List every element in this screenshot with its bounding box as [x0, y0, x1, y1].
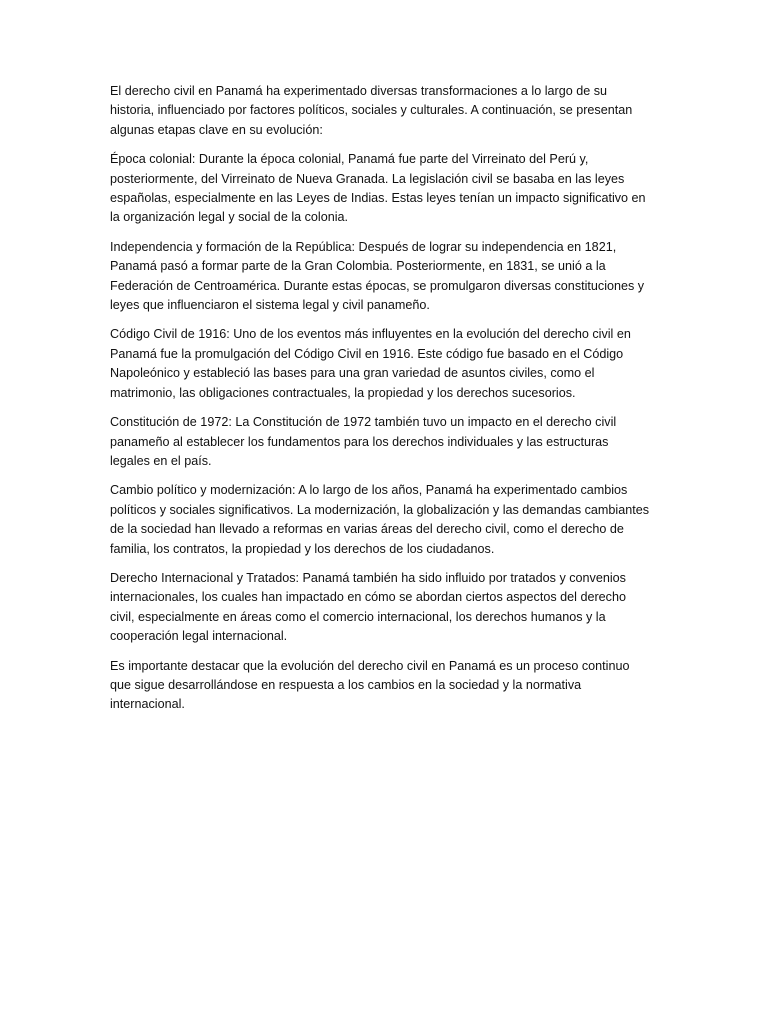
paragraph-constitucion-1972: Constitución de 1972: La Constitución de 1972 también tuvo un impacto en el derecho civil panameño al establecer los fundamentos para los derechos individuales y las estructuras legales en el país.	[110, 415, 617, 468]
paragraph-intro: El derecho civil en Panamá ha experimentado diversas transformaciones a lo largo de su historia, influenciado por factores políticos, sociales y culturales. A continuación, se presentan algunas etapas clave en su evolución:	[110, 84, 633, 137]
document-page	[110, 82, 660, 725]
paragraph-independencia: Independencia y formación de la República: Después de lograr su independencia en 1821, Panamá pasó a formar parte de la Gran Colombia. Posteriormente, en 1831, se unió a la Federación de Centroamérica. Durante estas épocas, se promulgaron diversas constituciones y leyes que influenciaron el sistema legal y civil panameño.	[110, 239, 645, 313]
paragraph-derecho-internacional: Derecho Internacional y Tratados: Panamá también ha sido influido por tratados y convenios internacionales, los cuales han impactado en cómo se abordan ciertos aspectos del derecho civil, especialmente en áreas como el comercio internacional, los derechos humanos y la cooperación legal internacional.	[110, 570, 626, 644]
paragraph-cambio-politico: Cambio político y modernización: A lo largo de los años, Panamá ha experimentado cambios políticos y sociales significativos. La modernización, la globalización y las demandas cambiantes de la sociedad han llevado a reformas en varias áreas del derecho civil, como el derecho de familia, los contratos, la propiedad y los derechos de los ciudadanos.	[110, 483, 650, 556]
paragraph-epoca-colonial: Época colonial: Durante la época colonial, Panamá fue parte del Virreinato del Perú y, posteriormente, del Virreinato de Nueva Granada. La legislación civil se basaba en las leyes españolas, especialmente en las Leyes de Indias. Estas leyes tenían un impacto significativo en la organización legal y social de la colonia.	[110, 152, 646, 225]
paragraph-conclusion: Es importante destacar que la evolución del derecho civil en Panamá es un proceso continuo que sigue desarrollándose en respuesta a los cambios en la sociedad y la normativa internacional.	[110, 658, 630, 712]
paragraph-codigo-civil-1916: Código Civil de 1916: Uno de los eventos más influyentes en la evolución del derecho civil en Panamá fue la promulgación del Código Civil en 1916. Este código fue basado en el Código Napoleónico y estableció las bases para una gran variedad de asuntos civiles, como el matrimonio, las obligaciones contractuales, la propiedad y los derechos sucesorios.	[110, 327, 631, 400]
